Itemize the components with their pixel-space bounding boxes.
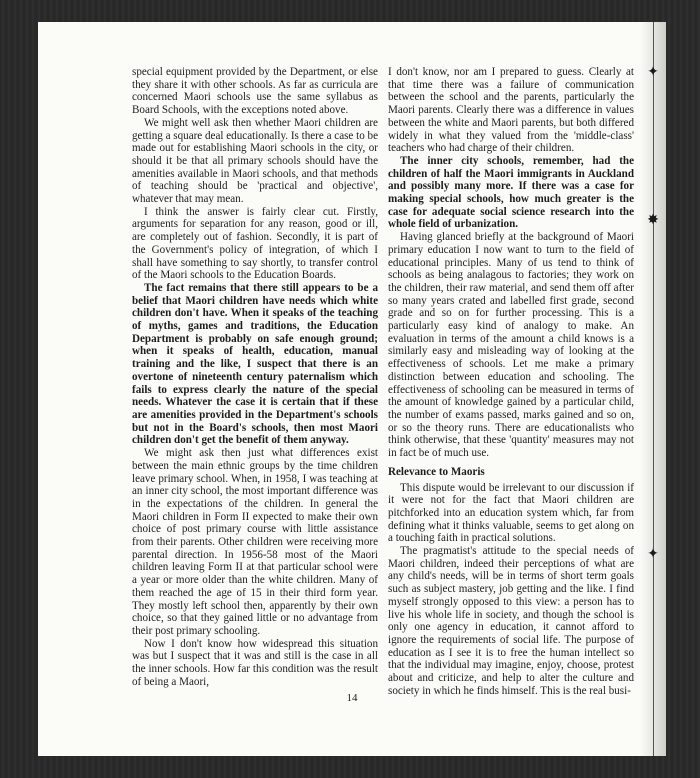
paragraph: I think the answer is fairly clear cut. Firstly, arguments for separation for any reason, good or ill, are completely out of fashion. Secondly, it is part of the Government's policy of integration, of which I shall have something to say shortly, to transfer control of the Maori schools to the Education Boards. (132, 205, 378, 282)
paragraph: Having glanced briefly at the background of Maori primary education I now want to turn to the field of educational principles. Many of us tend to think of schools as being analagous to factories; they work on the children, their raw material, and send them off after so many years crated and labelled first grade, second grade and so on for further processing. This is a particularly easy kind of analogy to make. An evaluation in terms of the amount a child knows is a similarly easy and misleading way of looking at the effectiveness of schools. Let me make a primary distinction between education and schooling. The effectiveness of schooling can be measured in terms of the amount of knowledge gained by a particular child, the number of exams passed, marks gained and so on, or so the theory runs. There are educationalists who think otherwise, that these 'quantity' measures may not in fact be of much use. (388, 231, 634, 460)
section-heading: Relevance to Maoris (388, 465, 485, 478)
paragraph: We might ask then just what differences exist between the main ethnic groups by the time children leave primary school. When, in 1958, I was teaching at an inner city school, the most important difference was in the expectations of the children. In general the Maori children in Form II expected to make their own choice of post primary course with little assistance from their parents. Other children were receiving more parental direction. In 1956-58 most of the Maori children leaving Form II at that particular school were a year or more older than the white children. Many of them reached the age of 15 in their third form year. They mostly left school then, apparently by their own choice, so that they gained little or no advantage from their post primary schooling. (132, 447, 378, 637)
binding-thread (653, 22, 654, 756)
bold-paragraph: The inner city schools, remember, had the children of half the Maori immigrants in Auckland and possibly many more. If there was a case for making special schools, how much greater is the case for adequate social science research into the whole field of urbanization. (388, 154, 634, 231)
paragraph: special equipment provided by the Department, or else they share it with other schools. As far as curricula are concerned Maori schools use the same syllabus as Board Schools, with the exceptions noted above. (132, 66, 378, 117)
bold-paragraph: The fact remains that there still appears to be a belief that Maori children have needs which white children don't have. When it speaks of the teaching of myths, games and traditions, the Education Department is probably on safe enough ground; when it speaks of health, education, manual training and the like, I suspect that there is an overtone of nineteenth century paternalism which fails to express clearly the nature of the special needs. Whatever the case it is certain that if these are amenities provided in the Department's schools but not in the Board's schools, then most Maori children don't get the benefit of them anyway. (132, 281, 378, 447)
binding-clip-icon: ✸ (647, 212, 659, 228)
paragraph: Now I don't know how widespread this situation was but I suspect that it was and still is the case in all the inner schools. How far this condition was the result of being a Maori, (132, 637, 378, 688)
binding-edge (640, 22, 666, 756)
binding-clip-icon: ✦ (647, 546, 659, 562)
paragraph: I don't know, nor am I prepared to guess. Clearly at that time there was a failure of communication between the school and the parents, particularly the Maori parents. Clearly there was a difference in values between the white and Maori parents, but both differed widely in what they valued from the 'middle-class' teachers who had charge of their children. (388, 66, 634, 155)
right-column (388, 66, 634, 697)
left-column (132, 66, 378, 688)
paragraph: The pragmatist's attitude to the special needs of Maori children, indeed their perceptions of what are any child's needs, will be in terms of short term goals such as subject mastery, job getting and the like. I find myself strongly opposed to this view: a person has to live his whole life in society, and though the school is only one agency in education, it cannot afford to ignore the requirements of social life. The purpose of education as I see it is to free the human intellect so that the individual may imagine, enjoy, choose, protest about and criticize, and help to alter the culture and society in which he finds himself. This is the real busi- (388, 545, 634, 697)
paragraph: We might well ask then whether Maori children are getting a square deal educationally. Is there a case to be made out for establishing Maori schools in the city, or should it be that all primary schools should have the amenities available in Maori schools, and that methods of teaching should be 'practical and objective', whatever that may mean. (132, 116, 379, 206)
paragraph: This dispute would be irrelevant to our discussion if it were not for the fact that Maori children are pitchforked into an education system which, far from defining what it thinks valuable, seems to get along on a touching faith in practical solutions. (388, 481, 634, 545)
page-number: 14 (346, 692, 358, 704)
binding-clip-icon: ✦ (647, 64, 659, 80)
book-page (38, 22, 666, 756)
